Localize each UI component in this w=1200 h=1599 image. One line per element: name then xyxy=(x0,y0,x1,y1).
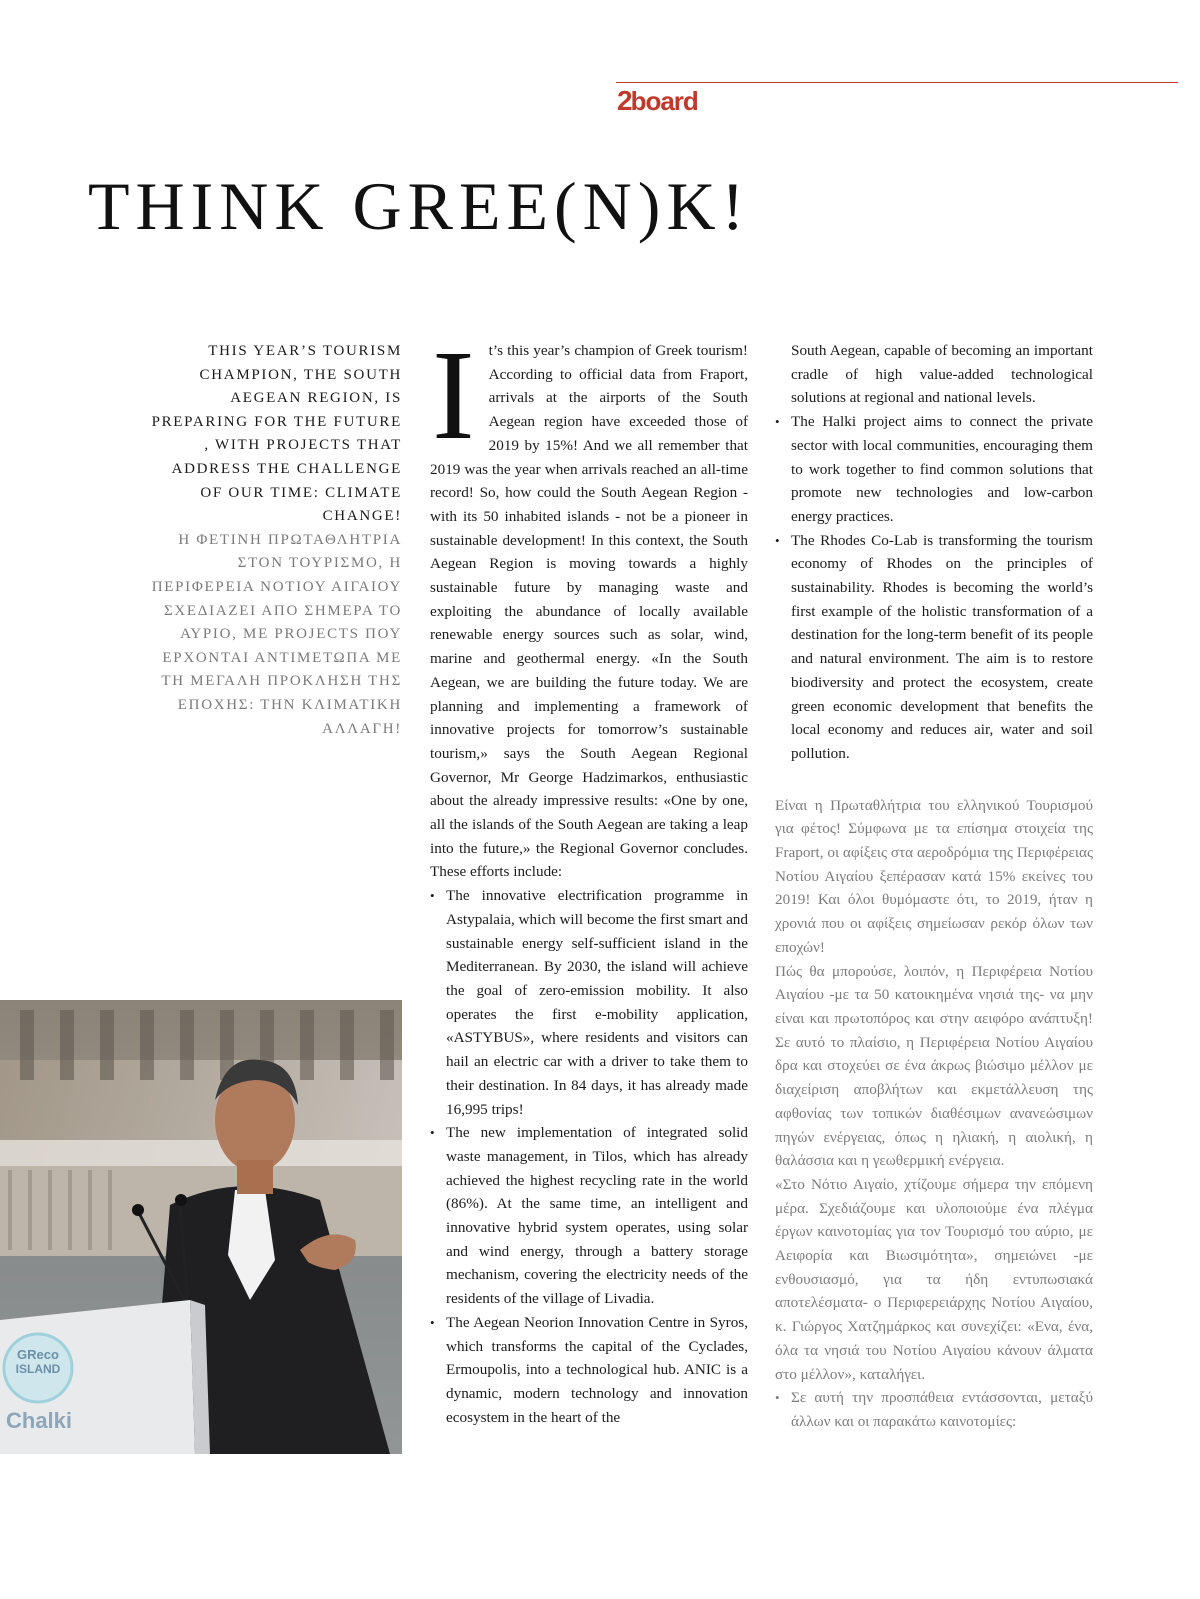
lead-greek: Η ΦΕΤΙΝΗ ΠΡΩΤΑΘΛΗΤΡΙΑ ΣΤΟΝ ΤΟΥΡΙΣΜΟ, Η ΠΕΡΙΦΕΡΕΙΑ ΝΟΤΙΟΥ ΑΙΓΑΙΟΥ ΣΧΕΔΙΑΖΕΙ ΑΠΟ ΣΗΜΕΡΑ ΤΟ ΑΥΡΙΟ, ΜΕ PROJECTS ΠΟΥ ΕΡΧΟΝΤΑΙ ΑΝΤΙΜΕΤΩΠΑ ΜΕ ΤΗ ΜΕΓΑΛΗ ΠΡΟΚΛΗΣΗ ΤΗΣ ΕΠΟΧΗΣ: ΤΗΝ ΚΛΙΜΑΤΙΚΗ ΑΛΛΑΓΗ! xyxy=(151,531,402,737)
sign-line-2: ISLAND xyxy=(15,1362,61,1376)
article-column-2 xyxy=(430,324,748,1429)
efforts-list xyxy=(430,884,748,1429)
list-item: • The Aegean Neorion Innovation Centre in Syros, which transforms the capital of the Cyclades, Ermoupolis, into a technological hub. ANIC is a dynamic, modern technology and innovation ecosystem in the heart of the xyxy=(430,1311,748,1430)
lead-paragraph xyxy=(150,340,402,741)
header-rule xyxy=(616,82,1178,83)
article-column-3 xyxy=(775,339,1093,1434)
bullet-continuation: South Aegean, capable of becoming an important cradle of high value-added technological solutions at regional and national levels. xyxy=(791,342,1093,407)
sign-line-3: Chalki xyxy=(6,1408,73,1433)
podium-sign xyxy=(6,1348,70,1376)
governor-photo xyxy=(0,1000,402,1454)
greek-article xyxy=(775,794,1093,1434)
logo-word: board xyxy=(630,86,698,116)
greek-list xyxy=(775,1386,1093,1433)
greek-paragraph: Είναι η Πρωταθλήτρια του ελληνικού Τουρισμού για φέτος! Σύμφωνα με τα επίσημα στοιχεία της Fraport, οι αφίξεις στα αεροδρόμια της Περιφέρειας Νοτίου Αιγαίου ξεπέρασαν κατά 15% εκείνες του 2019! Και όλοι θυμόμαστε ότι, το 2019, ήταν η χρονιά που οι αφίξεις σημείωσαν ρεκόρ όλων των εποχών! xyxy=(775,796,1093,956)
logo-number: 2 xyxy=(617,85,631,116)
photo-illustration xyxy=(0,1000,402,1454)
list-item: • The Halki project aims to connect the private sector with local communities, encouraging them to work together to find common solutions that promote new technologies and low-carbon energy practices. xyxy=(775,410,1093,529)
list-item: • The new implementation of integrated solid waste management, in Tilos, which has already achieved the highest recycling rate in the world (86%). At the same time, an intelligent and innovative hybrid system operates, using solar and wind energy, through a battery storage mechanism, covering the electricity needs of the residents of the village of Livadia. xyxy=(430,1121,748,1311)
sign-line-1: GReco xyxy=(17,1347,59,1362)
greek-paragraph: Πώς θα μπορούσε, λοιπόν, η Περιφέρεια Νοτίου Αιγαίου -με τα 50 κατοικημένα νησιά της- να μην είναι και πρωτοπόρος και στην αειφόρο ανάπτυξη! Σε αυτό το πλαίσιο, η Περιφέρεια Νοτίου Αιγαίου δρα και στοχεύει σε ένα άκρως βιώσιμο μέλλον με διαχείριση αποβλήτων και εκμετάλλευση της αφθονίας των τοπικών διαθέσιμων ανανεώσιμων πηγών ενέργειας, όπως η ηλιακή, η αιολική, η θαλάσσια και η γεωθερμική ενέργεια. xyxy=(775,962,1093,1170)
magazine-logo xyxy=(617,85,698,119)
greek-paragraph: «Στο Νότιο Αιγαίο, χτίζουμε σήμερα την επόμενη μέρα. Σχεδιάζουμε και υλοποιούμε ένα πλέγμα έργων καινοτομίας για τον Τουρισμό του αύριο, με Αειφορία και Βιωσιμότητα», σημειώνει -με ενθουσιασμό, για τα ήδη εντυπωσιακά αποτελέσματα- ο Περιφερειάρχης Νοτίου Αιγαίου, κ. Γιώργος Χατζημάρκος και συνεχίζει: «Ενα, ένα, όλα τα νησιά του Νοτίου Αιγαίου κάνουν άλματα στο μέλλον», καταλήγει. xyxy=(775,1175,1093,1383)
list-item: • Σε αυτή την προσπάθεια εντάσσονται, μεταξύ άλλων και οι παρακάτω καινοτομίες: xyxy=(775,1386,1093,1433)
article-intro: t’s this year’s champion of Greek tourism! According to official data from Fraport, arrivals at the airports of the South Aegean region have exceeded those of 2019 by 15%! And we all remember that 2019 was the year when arrivals reached an all-time record! So, how could the South Aegean Region - with its 50 inhabited islands - not be a pioneer in sustainable development! In this context, the South Aegean Region is moving towards a highly sustainable future by managing waste and exploiting the abundance of locally available renewable energy sources such as solar, wind, marine and geothermal energy. «In the South Aegean, we are building the future today. We are planning and implementing a framework of innovative projects for tomorrow’s sustainable tourism,» says the South Aegean Regional Governor, Mr George Hadzimarkos, enthusiastic about the already impressive results: «One by one, all the islands of the South Aegean are taking a leap into the future,» the Regional Governor concludes. These efforts include: xyxy=(430,342,748,881)
drop-cap: I xyxy=(432,324,475,466)
efforts-list-continued xyxy=(775,410,1093,766)
list-item: • The Rhodes Co-Lab is transforming the tourism economy of Rhodes on the principles of sustainability. Rhodes is becoming the world’s first example of the holistic transformation of a destination for the long-term benefit of its people and natural environment. The aim is to restore biodiversity and protect the ecosystem, create green economic development that benefits the local economy and reduces air, water and soil pollution. xyxy=(775,529,1093,766)
article-title: THINK GREE(N)K! xyxy=(88,168,751,244)
list-item: • The innovative electrification programme in Astypalaia, which will become the first smart and sustainable energy self-sufficient island in the Mediterranean. By 2030, the island will achieve the goal of zero-emission mobility. It also operates the first e-mobility application, «ASTYBUS», where residents and visitors can hail an electric car with a driver to take them to their destination. In 84 days, it has already made 16,995 trips! xyxy=(430,884,748,1121)
lead-english: THIS YEAR’S TOURISM CHAMPION, THE SOUTH AEGEAN REGION, IS PREPARING FOR THE FUTURE , WITH PROJECTS THAT ADDRESS THE CHALLENGE OF OUR TIME: CLIMATE CHANGE! xyxy=(151,343,402,525)
